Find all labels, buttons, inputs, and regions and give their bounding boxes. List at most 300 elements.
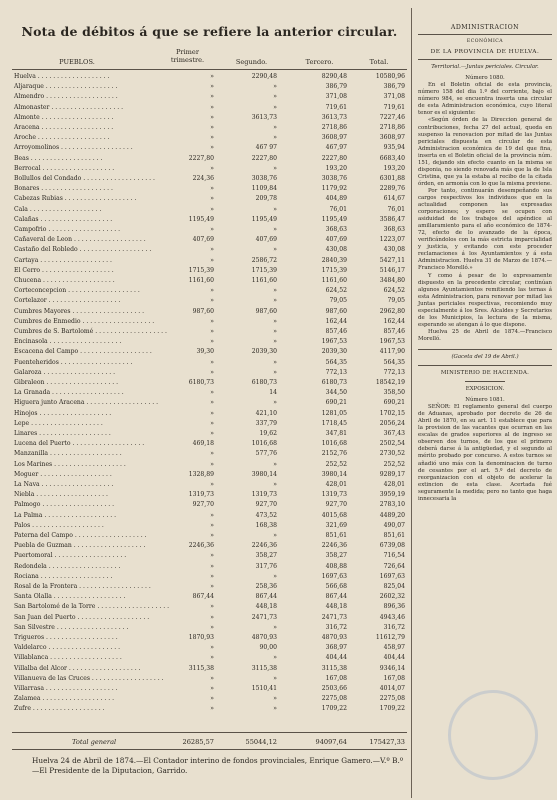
cell-segundo: 448,18 <box>255 603 277 611</box>
table-row <box>12 420 407 428</box>
cell-primer: » <box>210 583 214 590</box>
cell-tercero: 6180,73 <box>321 379 347 386</box>
cell-pueblo: Calañas . . . . . . . . . . . . . . . . . . . <box>14 215 113 223</box>
cell-tercero: 2039,30 <box>321 348 347 356</box>
table-row <box>12 563 407 571</box>
table-row <box>12 226 407 234</box>
cell-primer: 1195,49 <box>188 215 214 223</box>
cell-tercero: 1715,39 <box>321 266 347 274</box>
table-row <box>12 338 407 346</box>
cell-tercero: 79,05 <box>329 297 347 305</box>
cell-tercero: 430,08 <box>325 246 347 254</box>
cell-primer: » <box>210 644 214 652</box>
cell-tercero: 2152,76 <box>321 450 347 458</box>
totals-segundo: 55044,12 <box>245 738 277 746</box>
signature-note: Huelva 24 de Abril de 1874.—El Contador interino de fondos provinciales, Enrique Gamero.—V.º B.º—El Presidente de la Diputacion, Garrido. <box>32 756 404 775</box>
cell-primer: » <box>210 685 214 692</box>
cell-total: 896,36 <box>383 603 405 611</box>
cell-segundo: 577,76 <box>255 450 277 458</box>
cell-primer: » <box>210 532 214 539</box>
cell-segundo: » <box>273 674 277 682</box>
cell-pueblo: Villablanca . . . . . . . . . . . . . . . . . . . <box>14 654 122 662</box>
cell-tercero: 719,61 <box>325 103 347 111</box>
cell-total: 564,35 <box>383 358 405 366</box>
table-row <box>12 114 407 122</box>
cell-total: 857,46 <box>383 328 405 335</box>
table-row <box>12 379 407 387</box>
cell-segundo: 867,44 <box>255 593 277 601</box>
cell-total: 367,43 <box>383 430 405 437</box>
cell-segundo: » <box>273 532 277 539</box>
cell-total: 430,08 <box>383 246 405 254</box>
table-row <box>12 257 407 265</box>
ministry-heading: MINISTERIO DE HACIENDA. <box>440 370 530 377</box>
debits-section <box>12 10 407 795</box>
cell-tercero: 987,60 <box>325 307 347 315</box>
cell-tercero: 857,46 <box>325 328 347 335</box>
table-row <box>12 399 407 407</box>
cell-total: 5146,17 <box>379 266 405 274</box>
cell-tercero: 1319,73 <box>321 491 347 499</box>
totals-tercero: 94097,64 <box>315 738 347 746</box>
table-row <box>12 155 407 163</box>
cell-total: 1709,22 <box>379 705 405 713</box>
cell-total: 316,72 <box>383 623 405 631</box>
cell-primer: » <box>210 185 214 193</box>
cell-primer: 407,69 <box>192 236 214 244</box>
cell-primer: » <box>210 113 214 121</box>
cell-primer: 867,44 <box>192 593 214 601</box>
cell-total: 2962,80 <box>379 307 405 315</box>
cell-total: 4014,07 <box>379 685 405 692</box>
cell-tercero: 344,50 <box>325 389 347 397</box>
cell-total: 9289,17 <box>379 470 405 478</box>
paragraph-4: Y como á pesar de lo expresamente dispuesto en la precedente circular, continúan algunos Ayuntamientos remitiendo las ternas á esta Administracion, para renovar por mitad las Juntas periciales respectivas, recomiendo muy especialmente á los Sres. Alcaldes y Secretarios de los Municipios, la lectura de la misma, esperando se atengan á lo que dispone. <box>418 272 552 328</box>
cell-segundo: 2586,72 <box>251 256 277 264</box>
cell-total: 252,52 <box>383 460 405 468</box>
cell-pueblo: Berrocal . . . . . . . . . . . . . . . . . . . <box>14 164 115 172</box>
cell-total: 4489,20 <box>379 511 405 519</box>
cell-pueblo: Cumbres de S. Bartolomé . . . . . . . . . . . . . . . . . . . <box>14 328 167 335</box>
cell-pueblo: Zufre . . . . . . . . . . . . . . . . . . . <box>14 705 105 713</box>
cell-primer: » <box>210 124 214 131</box>
cell-pueblo: Aroche . . . . . . . . . . . . . . . . . . . <box>14 134 110 142</box>
cell-total: 371,08 <box>383 93 405 101</box>
cell-total: 76,01 <box>387 205 405 213</box>
table-row <box>12 461 407 469</box>
table-row <box>12 430 407 438</box>
cell-pueblo: Almonaster . . . . . . . . . . . . . . . . . . . <box>14 103 124 111</box>
header-tercero: Tercero. <box>305 58 334 66</box>
cell-total: 404,44 <box>383 654 405 662</box>
admin-rule <box>418 34 552 35</box>
cell-tercero: 4015,68 <box>321 511 347 519</box>
cell-pueblo: Rosal de la Frontera . . . . . . . . . . . . . . . . . . . <box>14 583 151 590</box>
cell-total: 7227,46 <box>379 113 405 121</box>
cell-segundo: » <box>273 226 277 233</box>
cell-total: 716,54 <box>383 552 405 560</box>
cell-primer: » <box>210 705 214 713</box>
cell-segundo: » <box>273 103 277 111</box>
cell-total: 2783,10 <box>379 501 405 509</box>
cell-total: 167,08 <box>383 674 405 682</box>
cell-primer: » <box>210 195 214 203</box>
cell-tercero: 3038,76 <box>321 175 347 182</box>
cell-primer: » <box>210 358 214 366</box>
table-row <box>12 318 407 326</box>
cell-tercero: 2471,73 <box>321 613 347 621</box>
cell-pueblo: Santa Olalla . . . . . . . . . . . . . . . . . . . <box>14 593 126 601</box>
cell-primer: » <box>210 328 214 335</box>
cell-segundo: » <box>273 164 277 172</box>
cell-segundo: » <box>273 460 277 468</box>
administration-column <box>418 10 552 795</box>
cell-pueblo: Linares . . . . . . . . . . . . . . . . . . . <box>14 430 111 437</box>
cell-primer: 469,18 <box>192 440 214 448</box>
cell-tercero: 2227,80 <box>321 154 347 162</box>
cell-segundo: 927,70 <box>255 501 277 509</box>
cell-segundo: » <box>273 399 277 407</box>
cell-tercero: 167,08 <box>325 674 347 682</box>
exposition-heading: EXPOSICION. <box>465 386 505 393</box>
table-row <box>12 410 407 418</box>
cell-primer: » <box>210 164 214 172</box>
table-row <box>12 246 407 254</box>
cell-total: 4943,46 <box>379 613 405 621</box>
cell-primer: » <box>210 246 214 254</box>
cell-total: 3959,19 <box>379 491 405 499</box>
cell-pueblo: Almendro . . . . . . . . . . . . . . . . . . . <box>14 93 118 101</box>
cell-tercero: 407,69 <box>325 236 347 244</box>
table-row <box>12 501 407 509</box>
cell-segundo: 358,27 <box>255 552 277 560</box>
table-row <box>12 144 407 152</box>
cell-pueblo: Trigueros . . . . . . . . . . . . . . . . . . . <box>14 634 118 641</box>
cell-segundo: 467 97 <box>255 144 277 152</box>
cell-segundo: 1161,60 <box>251 277 277 284</box>
cell-total: 4117,90 <box>379 348 405 356</box>
cell-tercero: 1697,63 <box>321 572 347 580</box>
table-row <box>12 328 407 336</box>
table-row <box>12 695 407 703</box>
cell-segundo: » <box>273 297 277 305</box>
table-row <box>12 185 407 193</box>
cell-pueblo: Zalamea . . . . . . . . . . . . . . . . . . . <box>14 695 115 703</box>
cell-pueblo: La Granada . . . . . . . . . . . . . . . . . . . <box>14 389 124 397</box>
cell-pueblo: Valdelarco . . . . . . . . . . . . . . . . . . . <box>14 644 121 652</box>
cell-primer: 1870,93 <box>188 634 214 641</box>
cell-total: 772,13 <box>383 368 405 376</box>
cell-tercero: 3608,97 <box>321 134 347 142</box>
cell-tercero: 404,44 <box>325 654 347 662</box>
circular-subtitle: Territorial.—Juntas periciales. Circular. <box>431 64 539 71</box>
cell-primer: 39,30 <box>196 348 214 356</box>
table-row <box>12 614 407 622</box>
cell-primer: » <box>210 205 214 213</box>
cell-segundo: » <box>273 124 277 131</box>
cell-pueblo: Cartaya . . . . . . . . . . . . . . . . . . . <box>14 256 112 264</box>
cell-total: 3586,47 <box>379 215 405 223</box>
cell-total: 726,64 <box>383 562 405 570</box>
cell-pueblo: El Cerro . . . . . . . . . . . . . . . . . . . <box>14 266 114 274</box>
cell-pueblo: Cumbres Mayores . . . . . . . . . . . . . . . . . . . <box>14 307 145 315</box>
cell-pueblo: Chucena . . . . . . . . . . . . . . . . . . . <box>14 277 115 284</box>
cell-segundo: » <box>273 368 277 376</box>
table-row <box>12 389 407 397</box>
header-segundo: Segundo. <box>235 58 268 66</box>
cell-primer: » <box>210 317 214 325</box>
cell-pueblo: Villanueva de las Cruces . . . . . . . . . . . . . . . . . . . <box>14 674 164 682</box>
cell-pueblo: Cortelazor . . . . . . . . . . . . . . . . . . . <box>14 297 121 305</box>
cell-tercero: 624,52 <box>325 287 347 295</box>
cell-primer: » <box>210 83 214 91</box>
paragraph-6: SEÑOR: El reglamento general del cuerpo de Aduanas, aprobado por decreto de 26 de Abril de 1870, en su art. 11 establece que para la provision de las vacantes que ocurran en las escalas de grados superiores al de ingreso se observen dos turnos, de los que el primero deberá darse á la antigüedad, y el segundo al mérito probado por concurso. A estos turnos se añadió uno más con la denominacion de turno de cesantes por el art. 5.º del decreto de reorganizacion con el objeto de acelerar la extincion de esta clase. Acertada fué seguramente la medida; pero no tanto que haga innecesaria la <box>418 404 552 502</box>
table-row <box>12 685 407 693</box>
cell-pueblo: Lucena del Puerto . . . . . . . . . . . . . . . . . . . <box>14 440 145 448</box>
cell-primer: » <box>210 695 214 703</box>
table-row <box>12 216 407 224</box>
table-row <box>12 134 407 142</box>
cell-tercero: 252,52 <box>325 460 347 468</box>
cell-pueblo: Cabezas Rubias . . . . . . . . . . . . . . . . . . . <box>14 195 137 203</box>
table-row <box>12 542 407 550</box>
cell-total: 5427,11 <box>379 256 405 264</box>
cell-tercero: 927,70 <box>325 501 347 509</box>
cell-tercero: 1016,68 <box>321 440 347 448</box>
cell-pueblo: Cañaveral de Leon . . . . . . . . . . . . . . . . . . . <box>14 236 146 244</box>
table-row <box>12 267 407 275</box>
table-row <box>12 93 407 101</box>
cell-segundo: 90,00 <box>259 644 277 652</box>
cell-primer: » <box>210 511 214 519</box>
cell-segundo: » <box>273 246 277 254</box>
cell-segundo: » <box>273 705 277 713</box>
cell-tercero: 386,79 <box>325 83 347 91</box>
cell-pueblo: Bollullos del Condado . . . . . . . . . . . . . . . . . . . <box>14 175 155 182</box>
cell-primer: » <box>210 613 214 621</box>
cell-segundo: » <box>273 205 277 213</box>
cell-pueblo: Arroyomolinos . . . . . . . . . . . . . . . . . . . <box>14 144 133 152</box>
cell-pueblo: Cumbres de Enmedio . . . . . . . . . . . . . . . . . . . <box>14 317 155 325</box>
cell-primer: » <box>210 73 214 80</box>
cell-pueblo: Palmogo . . . . . . . . . . . . . . . . . . . <box>14 501 115 509</box>
cell-primer: » <box>210 450 214 458</box>
admin-province: DE LA PROVINCIA DE HUELVA. <box>430 49 540 56</box>
cell-primer: 1715,39 <box>188 266 214 274</box>
cell-segundo: 1016,68 <box>251 440 277 448</box>
cell-total: 719,61 <box>383 103 405 111</box>
cell-tercero: 690,21 <box>325 399 347 407</box>
table-row <box>12 491 407 499</box>
cell-total: 2730,52 <box>379 450 405 458</box>
cell-primer: 1319,73 <box>188 491 214 499</box>
cell-tercero: 371,08 <box>325 93 347 101</box>
admin-subheading: ECONÓMICA <box>466 39 504 45</box>
cell-tercero: 2718,86 <box>321 124 347 131</box>
totals-rule <box>12 732 407 733</box>
cell-segundo: 473,52 <box>255 511 277 519</box>
cell-total: 79,05 <box>387 297 405 305</box>
cell-total: 2718,86 <box>379 124 405 131</box>
table-row <box>12 522 407 530</box>
cell-segundo: 168,38 <box>255 521 277 529</box>
cell-tercero: 2840,39 <box>321 256 347 264</box>
cell-pueblo: Corteconcepcion . . . . . . . . . . . . . . . . . . . <box>14 287 140 295</box>
cell-pueblo: Almonte . . . . . . . . . . . . . . . . . . . <box>14 113 114 121</box>
cell-pueblo: Hinojos . . . . . . . . . . . . . . . . . . . <box>14 409 112 417</box>
cell-primer: » <box>210 552 214 560</box>
cell-pueblo: Encinasola . . . . . . . . . . . . . . . . . . . <box>14 338 122 346</box>
cell-tercero: 4870,93 <box>321 634 347 641</box>
cell-total: 193,20 <box>383 164 405 172</box>
cell-pueblo: Castaño del Robledo . . . . . . . . . . . . . . . . . . . <box>14 246 152 254</box>
table-row <box>12 297 407 305</box>
cell-segundo: 1109,84 <box>251 185 277 193</box>
table-row <box>12 83 407 91</box>
cell-tercero: 321,69 <box>325 521 347 529</box>
cell-total: 851,61 <box>383 532 405 539</box>
cell-primer: 1161,60 <box>188 277 214 284</box>
cell-tercero: 1718,45 <box>321 419 347 427</box>
cell-segundo: 3980,14 <box>251 470 277 478</box>
cell-tercero: 428,01 <box>325 481 347 488</box>
cell-tercero: 1281,05 <box>321 409 347 417</box>
table-row <box>12 165 407 173</box>
cell-total: 2502,54 <box>379 440 405 448</box>
cell-pueblo: Los Marines . . . . . . . . . . . . . . . . . . . <box>14 460 126 468</box>
cell-segundo: 2246,36 <box>251 542 277 550</box>
cell-segundo: 2227,80 <box>251 154 277 162</box>
cell-total: 368,63 <box>383 226 405 233</box>
gaceta-note: (Gaceta del 19 de Abril.) <box>451 353 519 360</box>
table-row <box>12 583 407 591</box>
header-primer: Primer trimestre. <box>170 48 205 64</box>
table-row <box>12 603 407 611</box>
cell-segundo: » <box>273 338 277 346</box>
table-row <box>12 705 407 713</box>
cell-primer: » <box>210 430 214 437</box>
section-rule-2 <box>418 365 552 366</box>
cell-pueblo: Aracena . . . . . . . . . . . . . . . . . . . <box>14 124 114 131</box>
cell-tercero: 347,81 <box>325 430 347 437</box>
cell-tercero: 408,88 <box>325 562 347 570</box>
cell-segundo: 317,76 <box>255 562 277 570</box>
cell-segundo: » <box>273 287 277 295</box>
cell-segundo: 407,69 <box>255 236 277 244</box>
cell-tercero: 3115,38 <box>321 664 347 672</box>
table-row <box>12 359 407 367</box>
number-1080: Número 1080. <box>465 75 505 82</box>
cell-total: 6683,40 <box>379 154 405 162</box>
cell-pueblo: Huelva . . . . . . . . . . . . . . . . . . . <box>14 73 110 80</box>
cell-primer: » <box>210 654 214 662</box>
cell-primer: » <box>210 603 214 611</box>
cell-pueblo: Villalba del Alcor . . . . . . . . . . . . . . . . . . . <box>14 664 141 672</box>
table-row <box>12 308 407 316</box>
totals-label: Total general <box>72 738 117 746</box>
cell-total: 2056,24 <box>379 419 405 427</box>
cell-primer: » <box>210 103 214 111</box>
cell-primer: 987,60 <box>192 307 214 315</box>
cell-tercero: 2246,36 <box>321 542 347 550</box>
cell-segundo: 1195,49 <box>251 215 277 223</box>
table-row <box>12 481 407 489</box>
library-stamp <box>448 690 538 780</box>
table-row <box>12 532 407 540</box>
cell-primer: » <box>210 399 214 407</box>
cell-segundo: 14 <box>269 389 277 397</box>
cell-tercero: 316,72 <box>325 623 347 631</box>
cell-segundo: » <box>273 623 277 631</box>
table-row <box>12 634 407 642</box>
paragraph-2: «Según órden de la Direccion general de contribuciones, fecha 27 del actual, queda en suspenso la renovacion por mitad de las Juntas periciales dispuesta en circular de esta Administracion económica de 19 del que fina, inserta en el Boletin oficial de la provincia núm. 151, dejando sin efecto cuanto en la misma se disponia, no siendo renovada más que la de Isla Cristina, que ya la estaba al recibo de la citada órden, en armonía con lo que la misma previene. <box>418 117 552 187</box>
cell-segundo: » <box>273 654 277 662</box>
table-row <box>12 644 407 652</box>
cell-segundo: » <box>273 328 277 335</box>
cell-total: 2289,76 <box>379 185 405 193</box>
cell-pueblo: Beas . . . . . . . . . . . . . . . . . . . <box>14 154 103 162</box>
cell-segundo: 2290,48 <box>251 73 277 80</box>
table-row <box>12 624 407 632</box>
table-row <box>12 236 407 244</box>
cell-total: 6739,08 <box>379 542 405 550</box>
cell-total: 358,50 <box>383 389 405 397</box>
cell-tercero: 448,18 <box>325 603 347 611</box>
footer-rule <box>12 749 407 750</box>
cell-total: 2275,08 <box>379 695 405 703</box>
table-row <box>12 287 407 295</box>
cell-total: 162,44 <box>383 317 405 325</box>
cell-pueblo: Paterna del Campo . . . . . . . . . . . . . . . . . . . <box>14 532 147 539</box>
cell-tercero: 3980,14 <box>321 470 347 478</box>
cell-primer: » <box>210 297 214 305</box>
cell-primer: » <box>210 521 214 529</box>
cell-primer: 2246,36 <box>188 542 214 550</box>
column-divider <box>411 8 412 798</box>
totals-total: 175427,33 <box>369 738 405 746</box>
cell-pueblo: Redondela . . . . . . . . . . . . . . . . . . . <box>14 562 121 570</box>
cell-pueblo: Gibraleon . . . . . . . . . . . . . . . . . . . <box>14 379 119 386</box>
cell-pueblo: Lepe . . . . . . . . . . . . . . . . . . . <box>14 419 103 427</box>
cell-pueblo: Puertomoral . . . . . . . . . . . . . . . . . . . <box>14 552 127 560</box>
cell-segundo: » <box>273 358 277 366</box>
cell-tercero: 3613,73 <box>321 113 347 121</box>
cell-primer: 2227,80 <box>188 154 214 162</box>
table-row <box>12 175 407 183</box>
cell-total: 1702,15 <box>379 409 405 417</box>
cell-total: 690,21 <box>383 399 405 407</box>
table-row <box>12 104 407 112</box>
cell-segundo: 3613,73 <box>251 113 277 121</box>
number-1081: Número 1081. <box>465 397 505 404</box>
cell-tercero: 1709,22 <box>321 705 347 713</box>
cell-segundo: » <box>273 317 277 325</box>
table-row <box>12 593 407 601</box>
cell-pueblo: Campofrio . . . . . . . . . . . . . . . . . . . <box>14 226 121 233</box>
table-row <box>12 471 407 479</box>
header-pueblos: PUEBLOS. <box>59 58 95 66</box>
cell-segundo: 1715,39 <box>251 266 277 274</box>
cell-segundo: 421,10 <box>255 409 277 417</box>
header-rule <box>12 69 407 70</box>
cell-segundo: 1319,73 <box>251 491 277 499</box>
cell-primer: » <box>210 226 214 233</box>
cell-pueblo: San Juan del Puerto . . . . . . . . . . . . . . . . . . . <box>14 613 150 621</box>
cell-total: 428,01 <box>383 481 405 488</box>
cell-tercero: 566,68 <box>325 583 347 590</box>
cell-total: 3484,80 <box>379 277 405 284</box>
cell-segundo: 209,78 <box>255 195 277 203</box>
